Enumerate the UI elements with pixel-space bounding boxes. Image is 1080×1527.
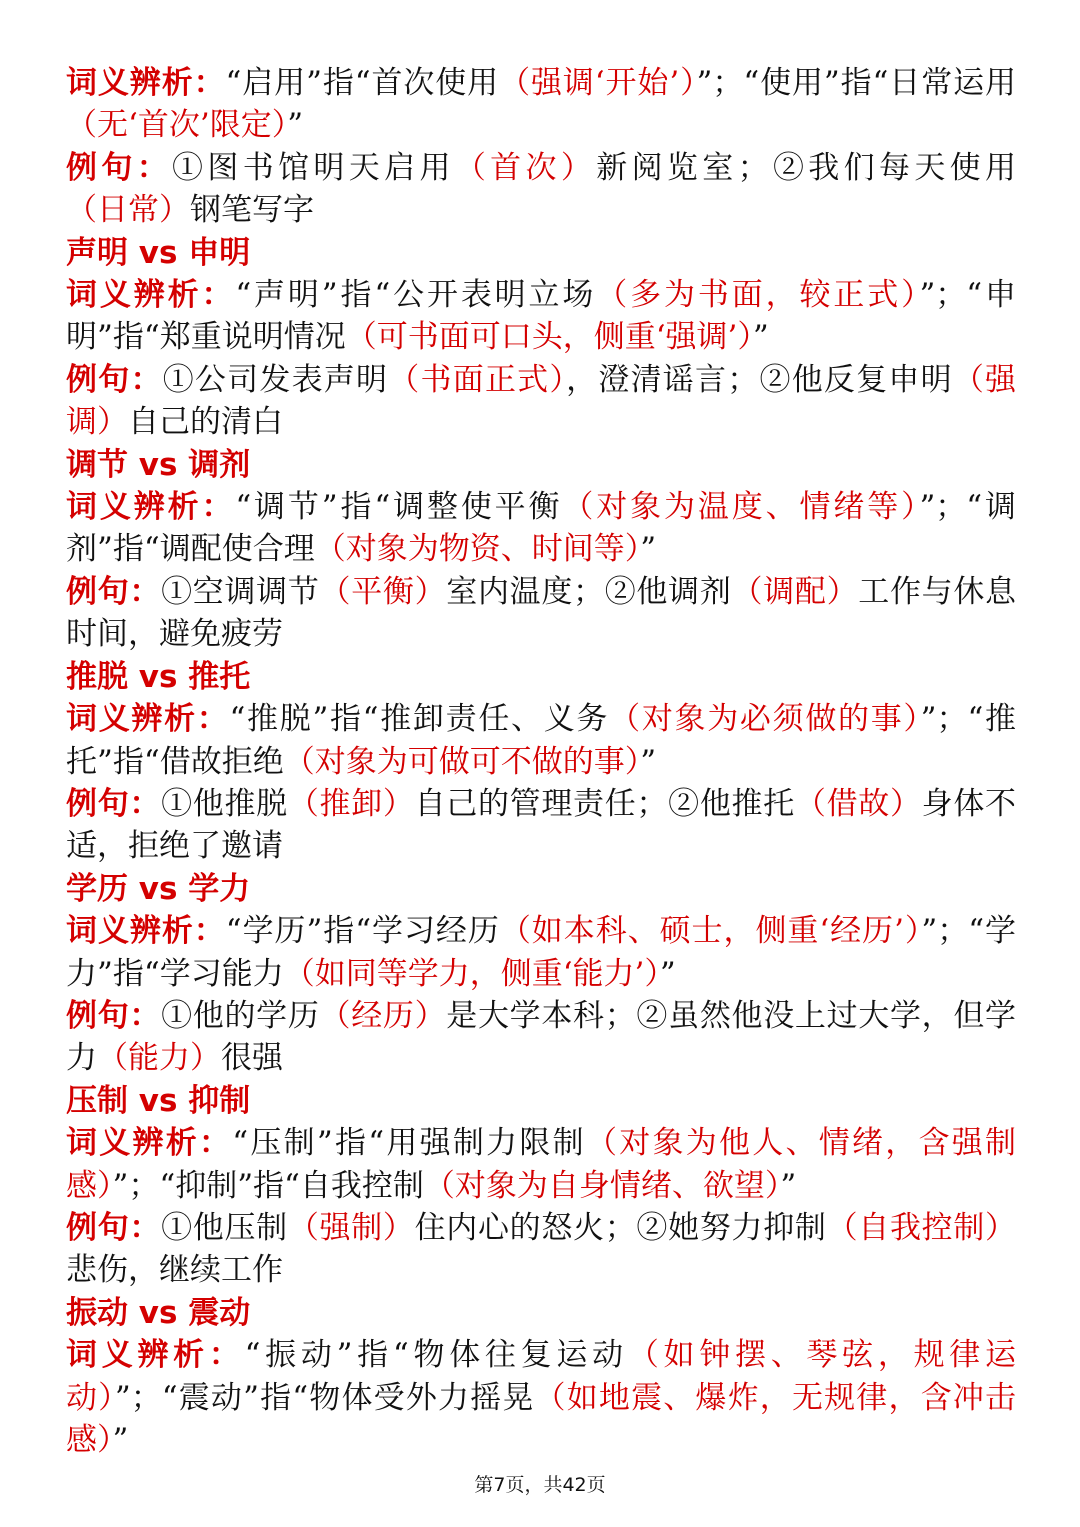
- body-text: ”；“调剂”指“调配使合理: [66, 489, 1017, 568]
- example-paragraph: [66, 1207, 1016, 1292]
- entry-heading: 振动 vs 震动: [66, 1294, 251, 1331]
- body-text: ①空调调节: [161, 573, 320, 610]
- example-label: 例句：: [66, 573, 162, 610]
- example-paragraph: [66, 359, 1016, 444]
- annotation-text: （首次）: [454, 149, 597, 186]
- body-text: 悲伤，继续工作: [66, 1252, 283, 1289]
- body-text: ”: [112, 1422, 129, 1458]
- entry-heading: 声明 vs 申明: [66, 234, 251, 271]
- annotation-text: （无‘首次’限定）: [66, 107, 288, 144]
- definition-paragraph: [66, 62, 1016, 147]
- body-text: ”；“抑制”指“自我控制: [112, 1167, 424, 1204]
- body-text: ①他推脱: [161, 785, 288, 822]
- body-text: ”: [659, 955, 676, 992]
- annotation-text: （强调‘开始’）: [499, 65, 697, 101]
- definition-paragraph: [66, 698, 1016, 783]
- body-text: “学历”指“学习经历: [225, 913, 500, 950]
- annotation-text: （能力）: [97, 1040, 221, 1077]
- body-text: “启用”指“首次使用: [225, 65, 500, 101]
- body-text: 很强: [221, 1040, 283, 1077]
- body-text: 新阅览室；②我们每天使用: [596, 149, 1017, 186]
- body-text: ”: [287, 107, 304, 144]
- example-label: 例句：: [66, 361, 163, 398]
- body-text: ”；“震动”指“物体受外力摇晃: [114, 1379, 535, 1416]
- body-text: “调节”指“调整使平衡: [235, 489, 563, 526]
- body-text: ”；“学力”指“学习能力: [66, 913, 1016, 992]
- body-text: ”；“申明”指“郑重说明情况: [66, 277, 1017, 356]
- example-label: 例句：: [66, 149, 173, 186]
- annotation-text: （可书面可口头，侧重‘强调’）: [345, 319, 753, 356]
- annotation-text: （调配）: [731, 573, 859, 610]
- body-text: 身体不适，拒绝了邀请: [66, 785, 1017, 865]
- body-text: “推脱”指“推卸责任、义务: [229, 701, 610, 738]
- body-text: ①公司发表声明: [162, 361, 389, 398]
- definition-paragraph: [66, 1334, 1016, 1461]
- annotation-text: （对象为必须做的事）: [609, 701, 921, 738]
- annotation-text: （经历）: [319, 997, 447, 1034]
- body-text: “振动”指“物体往复运动: [244, 1337, 628, 1374]
- body-text: 住内心的怒火；②她努力抑制: [414, 1209, 827, 1246]
- body-text: ①他压制: [161, 1209, 288, 1246]
- annotation-text: （日常）: [66, 192, 190, 229]
- definition-label: 词义辨析：: [66, 65, 226, 101]
- annotation-text: （如钟摆、琴弦，规律运动）: [66, 1337, 1017, 1416]
- annotation-text: （对象为可做可不做的事）: [283, 743, 641, 780]
- example-paragraph: [66, 783, 1016, 868]
- body-text: ①他的学历: [161, 997, 320, 1034]
- definition-label: 词义辨析：: [66, 701, 230, 738]
- annotation-text: （对象为他人、情绪，含强制感）: [66, 1125, 1017, 1204]
- annotation-text: （推卸）: [287, 785, 415, 822]
- body-text: 自己的管理责任；②他推托: [414, 785, 795, 822]
- page-number: 第7页，共42页: [474, 1474, 606, 1496]
- annotation-text: （平衡）: [319, 573, 447, 610]
- definition-label: 词义辨析：: [66, 913, 226, 950]
- annotation-text: （如地震、爆炸，无规律，含冲击感）: [66, 1379, 1017, 1458]
- body-text: “压制”指“用强制力限制: [232, 1125, 586, 1162]
- definition-label: 词义辨析：: [66, 277, 236, 314]
- body-text: ①图书馆明天启用: [172, 149, 455, 186]
- annotation-text: （自我控制）: [826, 1209, 1017, 1246]
- body-text: 钢笔写字: [190, 192, 314, 229]
- entry-heading: 学历 vs 学力: [66, 870, 251, 907]
- body-text: ”: [640, 743, 657, 780]
- definition-paragraph: [66, 910, 1016, 995]
- body-text: 工作与休息时间，避免疲劳: [66, 573, 1017, 653]
- body-text: ”；“使用”指“日常运用: [696, 65, 1016, 101]
- entry-heading: 压制 vs 抑制: [66, 1082, 251, 1119]
- definition-paragraph: [66, 1122, 1016, 1207]
- annotation-text: （对象为自身情绪、欲望）: [423, 1167, 781, 1204]
- body-text: “声明”指“公开表明立场: [235, 277, 597, 314]
- body-text: 是大学本科；②虽然他没上过大学，但学力: [66, 997, 1017, 1077]
- entry-heading: 推脱 vs 推托: [66, 658, 251, 695]
- annotation-text: （对象为温度、情绪等）: [562, 489, 920, 526]
- annotation-text: （如本科、硕士，侧重‘经历’）: [499, 913, 922, 950]
- definition-paragraph: [66, 274, 1016, 359]
- definition-label: 词义辨析：: [66, 489, 236, 526]
- body-text: 室内温度；②他调剂: [446, 573, 732, 610]
- annotation-text: （多为书面，较正式）: [596, 277, 920, 314]
- annotation-text: （强调）: [66, 361, 1017, 441]
- annotation-text: （借故）: [794, 785, 922, 822]
- annotation-text: （对象为物资、时间等）: [314, 531, 641, 568]
- example-paragraph: [66, 147, 1016, 232]
- example-label: 例句：: [66, 785, 162, 822]
- annotation-text: （如同等学力，侧重‘能力’）: [283, 955, 660, 992]
- definition-label: 词义辨析：: [66, 1337, 245, 1374]
- example-paragraph: [66, 995, 1016, 1080]
- body-text: ”: [780, 1167, 797, 1204]
- example-label: 例句：: [66, 1209, 162, 1246]
- body-text: ，澄清谣言；②他反复申明: [566, 361, 953, 398]
- body-text: ”；“推托”指“借故拒绝: [66, 701, 1017, 780]
- body-text: ”: [752, 319, 769, 356]
- annotation-text: （书面正式）: [388, 361, 567, 398]
- entry-heading: 调节 vs 调剂: [66, 446, 251, 483]
- page-content: [66, 62, 1016, 1461]
- definition-paragraph: [66, 486, 1016, 571]
- definition-label: 词义辨析：: [66, 1125, 233, 1162]
- example-label: 例句：: [66, 997, 162, 1034]
- body-text: ”: [640, 531, 657, 568]
- example-paragraph: [66, 571, 1016, 656]
- body-text: 自己的清白: [128, 404, 283, 441]
- annotation-text: （强制）: [287, 1209, 415, 1246]
